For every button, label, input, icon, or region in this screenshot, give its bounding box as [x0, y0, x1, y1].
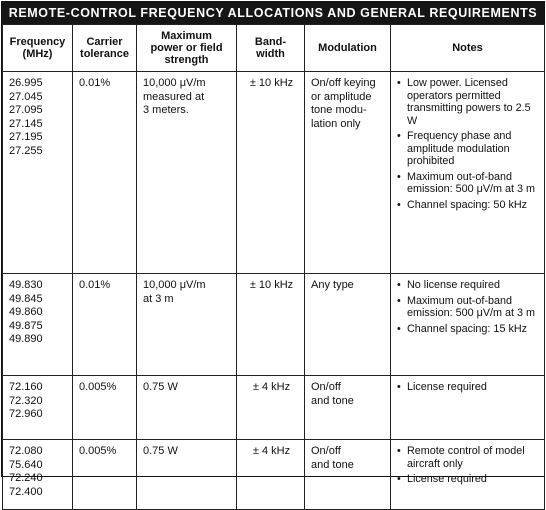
bullet-icon: • — [397, 198, 401, 211]
bullet-icon: • — [397, 445, 401, 457]
bullet-icon: • — [397, 130, 401, 142]
note-item — [397, 295, 540, 320]
frequency-value: 49.890 — [9, 333, 43, 345]
note-item — [397, 130, 540, 168]
frequency-value: 75.640 — [9, 458, 43, 471]
note-item — [397, 77, 540, 127]
bandwidth-cell: ± 4 kHz — [237, 376, 305, 440]
max-power-cell: 10,000 μV/m measured at 3 meters. — [137, 72, 237, 274]
bandwidth-cell: ± 10 kHz — [237, 72, 305, 274]
table-title: REMOTE-CONTROL FREQUENCY ALLOCATIONS AND GENERAL REQUIREMENTS — [2, 2, 544, 24]
max-power-cell: 10,000 μV/m at 3 m — [137, 274, 237, 376]
frequency-cell — [3, 376, 73, 440]
frequency-value: 27.255 — [9, 144, 43, 157]
header-row — [3, 25, 545, 72]
note-text: Maximum out-of-band emission: 500 μV/m at 3 m — [407, 294, 536, 319]
table-row — [3, 72, 545, 274]
frequency-value: 27.095 — [9, 104, 43, 116]
bullet-icon: • — [397, 322, 401, 335]
note-text: Low power. Licensed operators permitted transmitting powers to 2.5 W — [407, 77, 531, 127]
max-power-cell: 0.75 W — [137, 376, 237, 440]
allocations-table — [2, 24, 545, 510]
frequency-cell — [3, 440, 73, 510]
note-item — [397, 473, 540, 486]
frequency-value: 49.875 — [9, 319, 43, 332]
note-text: Channel spacing: 50 kHz — [407, 198, 528, 211]
bullet-icon: • — [397, 279, 401, 291]
notes-list — [397, 445, 540, 486]
notes-list — [397, 77, 540, 211]
header-bandwidth: Band- width — [237, 25, 305, 72]
notes-list — [397, 279, 540, 335]
bullet-icon: • — [397, 381, 401, 393]
frequency-value: 27.145 — [9, 117, 43, 130]
notes-cell — [391, 440, 545, 510]
note-item — [397, 199, 540, 212]
frequency-cell — [3, 274, 73, 376]
bandwidth-cell: ± 4 kHz — [237, 440, 305, 510]
bullet-icon: • — [397, 473, 401, 485]
note-text: Maximum out-of-band emission: 500 μV/m at 3 m — [407, 170, 536, 195]
modulation-cell: On/off and tone — [305, 440, 391, 510]
frequency-value: 27.195 — [9, 131, 43, 143]
frequency-value: 72.240 — [9, 472, 43, 484]
carrier-tolerance-cell: 0.005% — [73, 440, 137, 510]
notes-list — [397, 381, 540, 394]
notes-cell — [391, 376, 545, 440]
bullet-icon: • — [397, 294, 401, 307]
note-text: License required — [407, 381, 487, 393]
header-max-power: Maximum power or field strength — [137, 25, 237, 72]
frequency-value: 27.045 — [9, 90, 43, 103]
note-item — [397, 381, 540, 394]
notes-cell — [391, 72, 545, 274]
document-page — [1, 1, 545, 498]
frequency-value: 72.960 — [9, 408, 43, 420]
frequency-cell — [3, 72, 73, 274]
frequency-value: 72.320 — [9, 394, 43, 407]
note-item — [397, 445, 540, 470]
header-frequency: Frequency (MHz) — [3, 25, 73, 72]
note-text: License required — [407, 473, 487, 485]
frequency-value: 26.995 — [9, 77, 43, 89]
modulation-cell: On/off and tone — [305, 376, 391, 440]
bullet-icon: • — [397, 170, 401, 183]
header-notes: Notes — [391, 25, 545, 72]
note-text: Frequency phase and amplitude modulation prohibited — [407, 130, 512, 167]
frequency-value: 72.160 — [9, 381, 43, 393]
header-carrier-tolerance: Carrier tolerance — [73, 25, 137, 72]
note-item — [397, 279, 540, 292]
carrier-tolerance-cell: 0.01% — [73, 72, 137, 274]
carrier-tolerance-cell: 0.01% — [73, 274, 137, 376]
frequency-value: 49.830 — [9, 279, 43, 291]
modulation-cell: On/off keying or amplitude tone modu- lation only — [305, 72, 391, 274]
carrier-tolerance-cell: 0.005% — [73, 376, 137, 440]
note-text: No license required — [407, 279, 501, 291]
bullet-icon: • — [397, 77, 401, 89]
table-row — [3, 274, 545, 376]
notes-cell — [391, 274, 545, 376]
bandwidth-cell: ± 10 kHz — [237, 274, 305, 376]
modulation-cell: Any type — [305, 274, 391, 376]
max-power-cell: 0.75 W — [137, 440, 237, 510]
note-text: Channel spacing: 15 kHz — [407, 322, 528, 335]
frequency-value: 49.860 — [9, 306, 43, 318]
table-row — [3, 376, 545, 440]
frequency-value: 72.400 — [9, 485, 43, 498]
frequency-value: 49.845 — [9, 292, 43, 305]
note-item — [397, 171, 540, 196]
frequency-value: 72.080 — [9, 445, 43, 457]
table-row — [3, 440, 545, 510]
note-text: Remote control of model aircraft only — [407, 445, 525, 470]
note-item — [397, 323, 540, 336]
header-modulation: Modulation — [305, 25, 391, 72]
